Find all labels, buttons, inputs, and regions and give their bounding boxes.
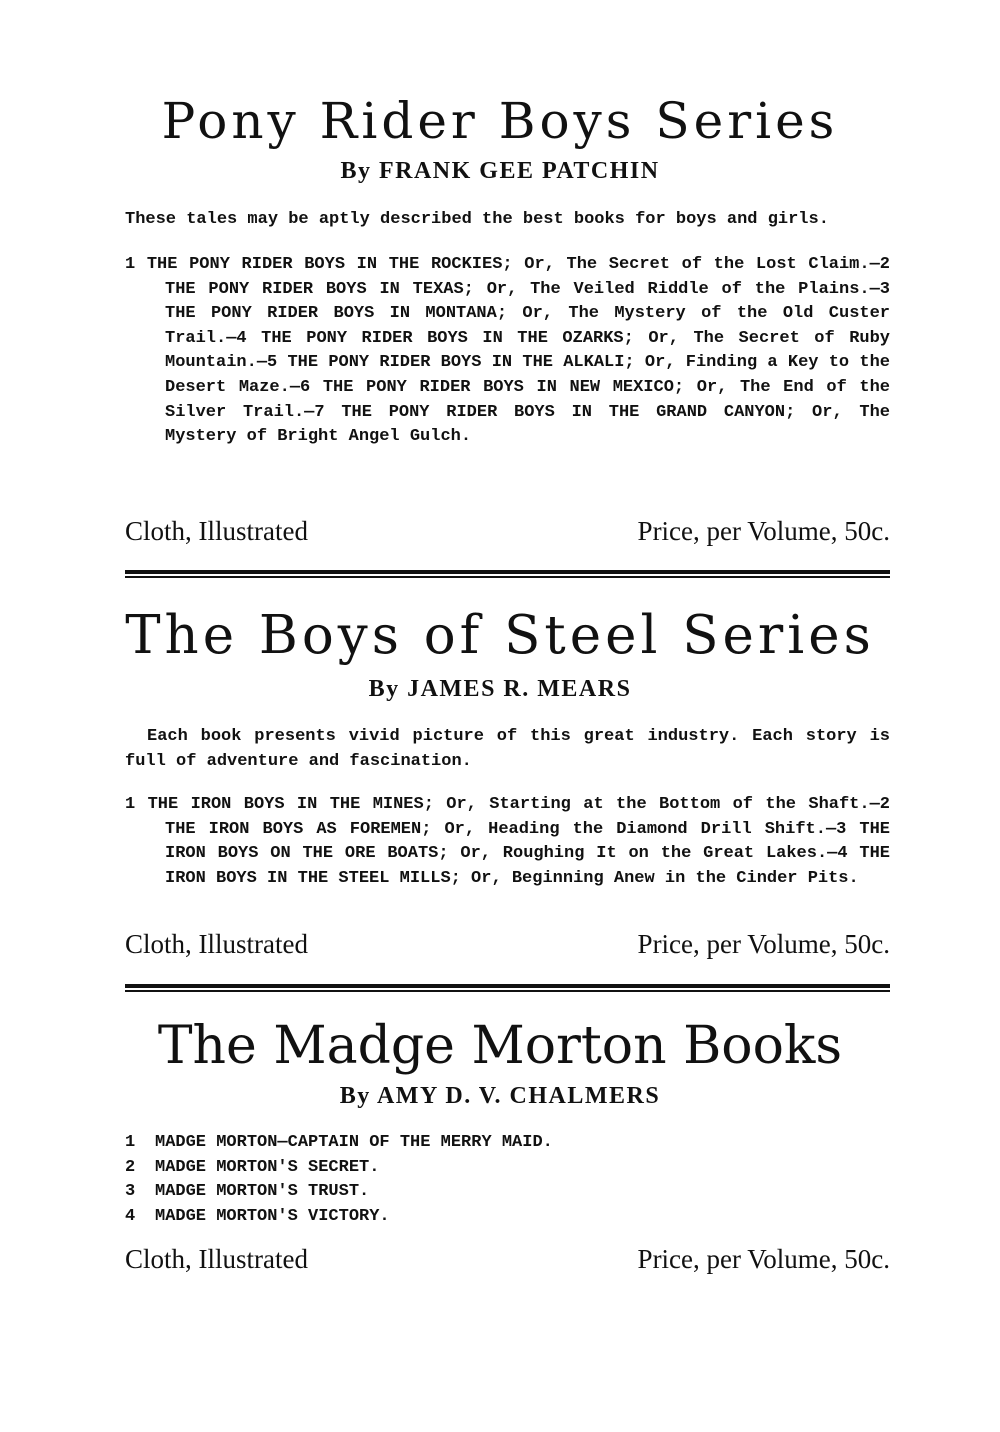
series-footer	[125, 929, 890, 960]
price-label: Price, per Volume, 50c.	[637, 929, 890, 959]
series-book-list: 1 THE IRON BOYS IN THE MINES; Or, Starting at the Bottom of the Shaft.—2 THE IRON BOYS AS FOREMEN; Or, Heading the Diamond Drill Shift.—3 THE IRON BOYS ON THE ORE BOATS; Or, Roughing It on the Great Lakes.—4 THE IRON BOYS IN THE STEEL MILLS; Or, Beginning Anew in the Cinder Pits.	[125, 795, 890, 888]
series-title: The Madge Morton Books	[157, 1016, 843, 1076]
series-title: Pony Rider Boys Series	[161, 92, 839, 150]
series-footer	[125, 516, 890, 547]
series-author: By FRANK GEE PATCHIN	[340, 158, 660, 184]
series-description: These tales may be aptly described the best books for boys and girls.	[125, 210, 829, 229]
series-book-list	[125, 1131, 825, 1229]
binding-label: Cloth, Illustrated	[125, 516, 308, 546]
series-title: The Boys of Steel Series	[125, 605, 875, 666]
price-label: Price, per Volume, 50c.	[637, 516, 890, 546]
series-footer	[125, 1244, 890, 1275]
list-item: 3 MADGE MORTON'S TRUST.	[125, 1182, 370, 1201]
series-author: By JAMES R. MEARS	[368, 676, 632, 702]
price-label: Price, per Volume, 50c.	[637, 1244, 890, 1274]
section-divider	[125, 570, 890, 579]
series-description: Each book presents vivid picture of this great industry. Each story is full of adventure and fascination.	[125, 727, 890, 771]
binding-label: Cloth, Illustrated	[125, 1244, 308, 1274]
list-item: 4 MADGE MORTON'S VICTORY.	[125, 1206, 390, 1226]
section-divider	[125, 984, 890, 993]
list-item: 2 MADGE MORTON'S SECRET.	[125, 1157, 380, 1177]
list-item: 1 MADGE MORTON—CAPTAIN OF THE MERRY MAID.	[125, 1133, 553, 1152]
series-book-list: 1 THE PONY RIDER BOYS IN THE ROCKIES; Or, The Secret of the Lost Claim.—2 THE PONY RIDER BOYS IN TEXAS; Or, The Veiled Riddle of the Plains.—3 THE PONY RIDER BOYS IN MONTANA; Or, The Mystery of the Old Custer Trail.—4 THE PONY RIDER BOYS IN THE OZARKS; Or, The Secret of Ruby Mountain.—5 THE PONY RIDER BOYS IN THE ALKALI; Or, Finding a Key to the Desert Maze.—6 THE PONY RIDER BOYS IN NEW MEXICO; Or, The End of the Silver Trail.—7 THE PONY RIDER BOYS IN THE GRAND CANYON; Or, The Mystery of Bright Angel Gulch.	[125, 255, 890, 447]
binding-label: Cloth, Illustrated	[125, 929, 308, 959]
series-author: By AMY D. V. CHALMERS	[339, 1083, 661, 1109]
